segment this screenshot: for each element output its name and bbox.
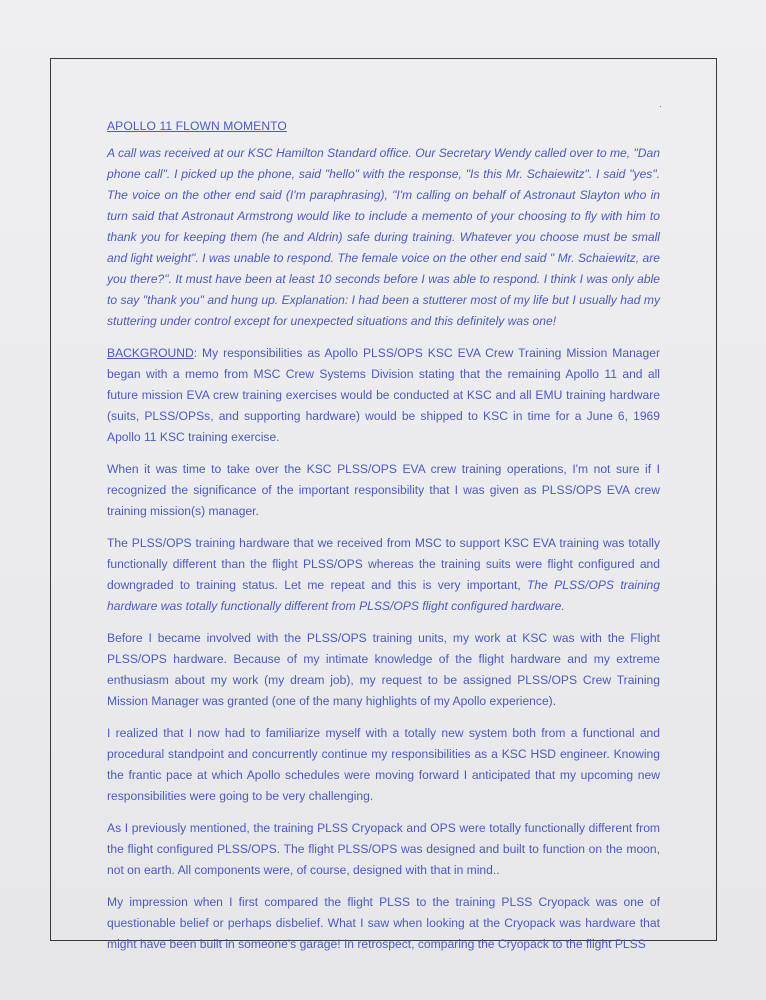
- background-label: BACKGROUND: [107, 346, 194, 360]
- takeover-paragraph: When it was time to take over the KSC PLSS/OPS EVA crew training operations, I'm not sure if I recognized the significance of the important responsibility that I was given as PLSS/OPS EVA crew training mission(s) manager.: [107, 462, 660, 518]
- hardware-emphasis: The PLSS/OPS training hardware was totally functionally different from PLSS/OPS flight configured hardware.: [107, 578, 660, 613]
- previously-paragraph: As I previously mentioned, the training PLSS Cryopack and OPS were totally functionally different from the flight configured PLSS/OPS. The flight PLSS/OPS was designed and built to function on the moon, not on earth. All components were, of course, designed with that in mind..: [107, 821, 660, 877]
- impression-paragraph: My impression when I first compared the flight PLSS to the training PLSS Cryopack was one of questionable belief or perhaps disbelief. What I saw when looking at the Cryopack was hardware that might have been built in someone's garage! In retrospect, comparing the Cryopack to the flight PLSS: [107, 895, 660, 951]
- background-text: : My responsibilities as Apollo PLSS/OPS KSC EVA Crew Training Mission Manager began with a memo from MSC Crew Systems Division stating that the remaining Apollo 11 and all future mission EVA crew training exercises would be conducted at KSC and all EMU training hardware (suits, PLSS/OPSs, and supporting hardware) would be shipped to KSC in time for a June 6, 1969 Apollo 11 KSC training exercise.: [107, 346, 660, 444]
- hardware-text: The PLSS/OPS training hardware that we received from MSC to support KSC EVA training was totally functionally different than the flight PLSS/OPS whereas the training suits were flight configured and downgraded to training status. Let me repeat and this is very important,: [107, 536, 660, 592]
- document-title: APOLLO 11 FLOWN MOMENTO: [107, 119, 287, 133]
- paper-speck: [660, 106, 661, 107]
- hardware-paragraph: [107, 533, 660, 617]
- realized-paragraph: I realized that I now had to familiarize myself with a totally new system both from a functional and procedural standpoint and concurrently continue my responsibilities as a KSC HSD engineer. Knowing the frantic pace at which Apollo schedules were moving forward I anticipated that my upcoming new responsibilities were going to be very challenging.: [107, 726, 660, 803]
- background-paragraph: [107, 343, 660, 448]
- intro-paragraph: A call was received at our KSC Hamilton Standard office. Our Secretary Wendy called over to me, "Dan phone call". I picked up the phone, said "hello" with the response, "Is this Mr. Schaiewitz". I said "yes". The voice on the other end said (I'm paraphrasing), "I'm calling on behalf of Astronaut Slayton who in turn said that Astronaut Armstrong would like to include a memento of your choosing to fly with him to thank you for keeping them (he and Aldrin) safe during training. Whatever you choose must be small and light weight". I was unable to respond. The female voice on the other end said " Mr. Schaiewitz, are you there?". It must have been at least 10 seconds before I was able to respond. I think I was only able to say "thank you" and hung up. Explanation: I had been a stutterer most of my life but I usually had my stuttering under control except for unexpected situations and this definitely was one!: [107, 146, 660, 328]
- document-body: [107, 116, 660, 966]
- before-paragraph: Before I became involved with the PLSS/OPS training units, my work at KSC was with the Flight PLSS/OPS hardware. Because of my intimate knowledge of the flight hardware and my extreme enthusiasm about my work (my dream job), my request to be assigned PLSS/OPS Crew Training Mission Manager was granted (one of the many highlights of my Apollo experience).: [107, 631, 660, 708]
